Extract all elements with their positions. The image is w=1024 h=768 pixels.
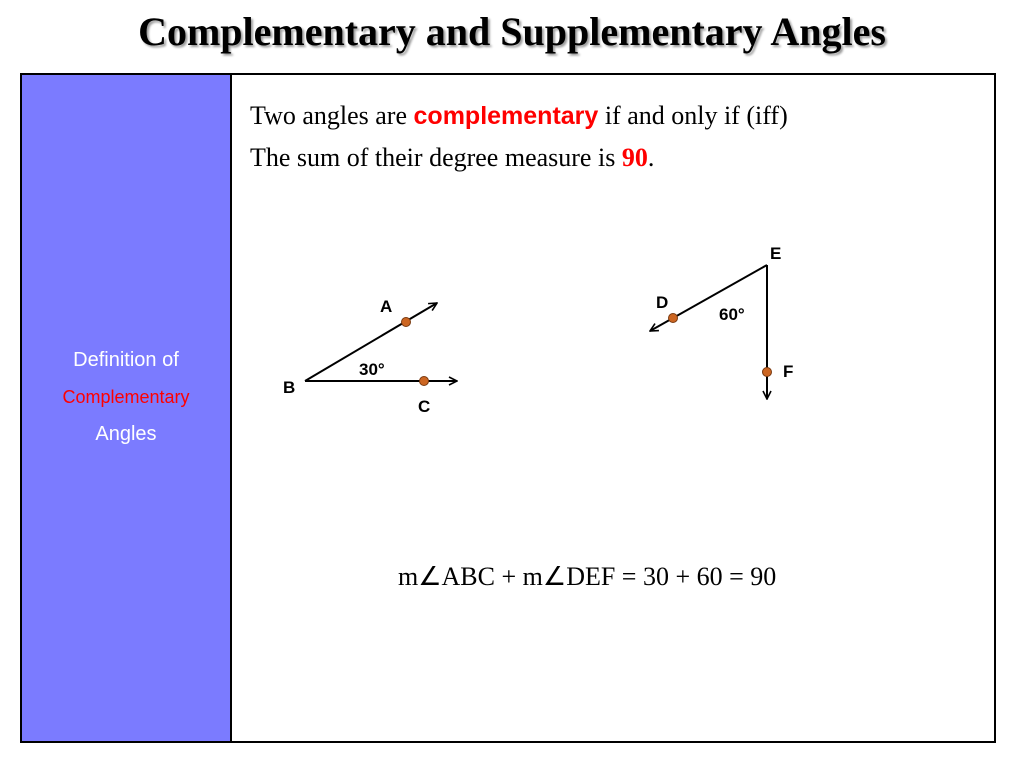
sidebar-line-1: Definition of bbox=[73, 348, 179, 371]
label-b: B bbox=[283, 378, 296, 397]
sidebar-line-2: Complementary bbox=[62, 386, 190, 407]
angle-abc-measure: 30° bbox=[359, 360, 385, 379]
definition-value: 90 bbox=[621, 143, 648, 172]
slide-title: Complementary and Supplementary Angles bbox=[138, 9, 886, 54]
angle-def bbox=[650, 244, 793, 399]
label-e: E bbox=[770, 244, 782, 263]
point-f bbox=[763, 368, 772, 377]
label-a: A bbox=[380, 297, 393, 316]
definition-part-2: if and only if (iff) bbox=[598, 101, 788, 130]
equation: m∠ABC + m∠DEF = 30 + 60 = 90 bbox=[398, 562, 777, 591]
definition-part-1: Two angles are bbox=[250, 101, 414, 130]
sidebar-line-3: Angles bbox=[95, 422, 157, 445]
point-c bbox=[420, 377, 429, 386]
definition-keyword: complementary bbox=[413, 102, 599, 130]
definition-period: . bbox=[647, 143, 655, 172]
point-d bbox=[669, 314, 678, 323]
label-c: C bbox=[418, 397, 431, 416]
label-d: D bbox=[656, 293, 669, 312]
angle-def-measure: 60° bbox=[719, 305, 745, 324]
label-f: F bbox=[783, 362, 794, 381]
point-a bbox=[402, 318, 411, 327]
definition-part-3: The sum of their degree measure is bbox=[250, 143, 622, 172]
angle-abc bbox=[283, 297, 457, 416]
